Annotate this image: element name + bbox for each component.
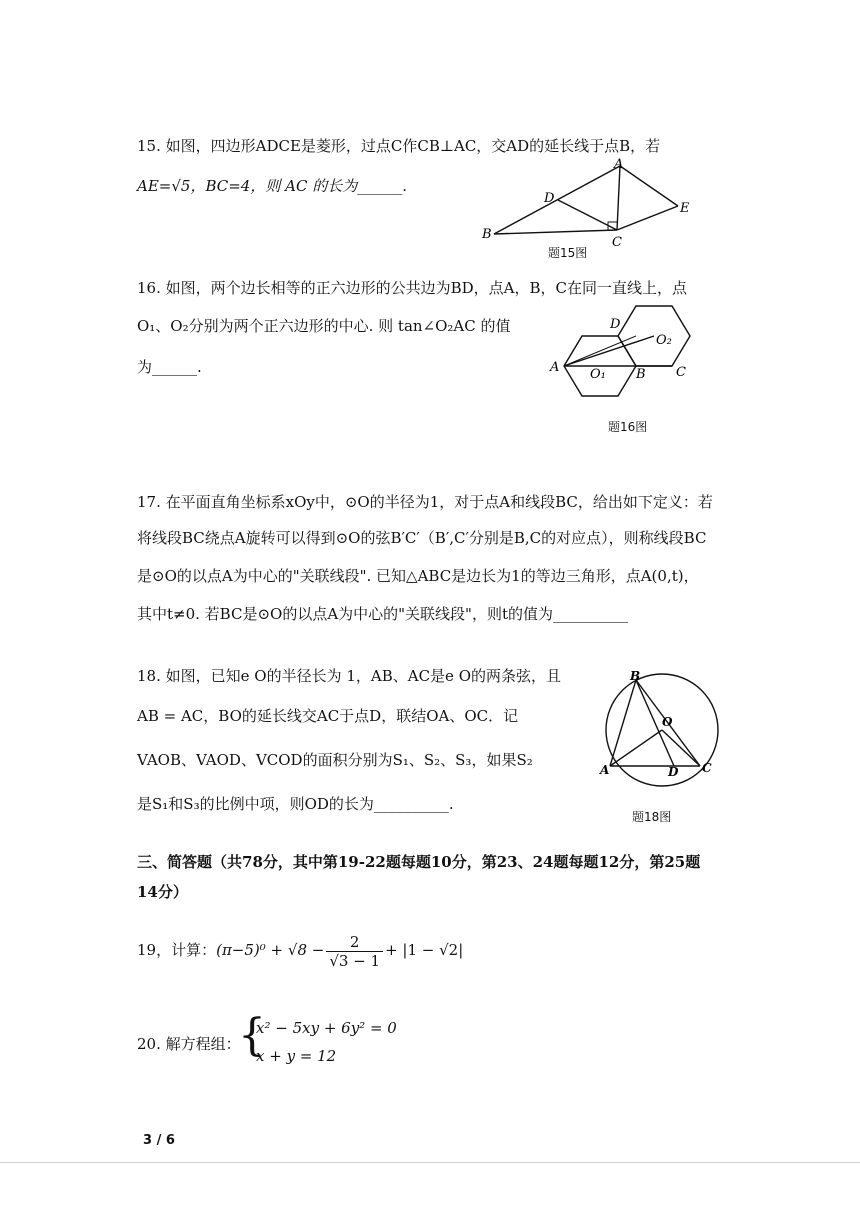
q17-line2: 将线段BC绕点A旋转可以得到⊙O的弦B′C′（B′,C′分别是B,C的对应点），则称线段BC — [137, 529, 707, 547]
q15-figure — [480, 158, 700, 248]
line-BC — [494, 230, 617, 234]
q15-line1: 15. 如图，四边形ADCE是菱形，过点C作CB⊥AC，交AD的延长线于点B，若 — [137, 137, 661, 155]
label-A: A — [600, 763, 610, 777]
line-OA — [610, 730, 662, 766]
q19-part2: + |1 − √2| — [385, 941, 464, 959]
q20-prefix: 20. 解方程组： — [137, 1035, 241, 1053]
line-BA — [494, 166, 620, 234]
line-AE — [620, 166, 678, 206]
label-B: B — [630, 669, 641, 683]
q18-line2: AB = AC，BO的延长线交AC于点D，联结OA、OC．记 — [137, 707, 519, 725]
q15-caption: 题15图 — [548, 246, 588, 260]
q17-line1: 17. 在平面直角坐标系xOy中，⊙O的半径为1，对于点A和线段BC，给出如下定义：若 — [137, 493, 713, 511]
label-C: C — [702, 761, 712, 775]
section3-heading-line1: 三、简答题（共78分，其中第19-22题每题10分，第23、24题每题12分，第25题 — [137, 853, 701, 871]
q19-prefix: 19，计算： — [137, 941, 217, 959]
q19-fraction — [326, 933, 383, 970]
q16-figure — [544, 296, 704, 406]
q15-line2: AE=√5，BC=4，则 AC 的长为______. — [137, 177, 407, 195]
q16-line2: O₁、O₂分别为两个正六边形的中心. 则 tan∠O₂AC 的值 — [137, 317, 511, 335]
q18-figure — [596, 668, 730, 788]
label-D: D — [668, 765, 679, 779]
label-B: B — [482, 227, 492, 242]
line-EC — [617, 206, 678, 230]
q16-line3: 为______. — [137, 358, 202, 376]
label-O2: O₂ — [656, 333, 672, 348]
label-C: C — [676, 365, 686, 380]
q18-line3: VAOB、VAOD、VCOD的面积分别为S₁、S₂、S₃，如果S₂ — [137, 751, 533, 769]
label-O1: O₁ — [590, 367, 606, 382]
label-O: O — [662, 715, 673, 729]
q20-eq2: x + y = 12 — [256, 1047, 337, 1065]
q20-eq1: x² − 5xy + 6y² = 0 — [256, 1019, 397, 1037]
q18-caption: 题18图 — [632, 810, 672, 824]
label-E: E — [680, 201, 690, 216]
q17-line3: 是⊙O的以点A为中心的"关联线段". 已知△ABC是边长为1的等边三角形，点A(0,t)， — [137, 567, 699, 585]
footer-divider — [0, 1162, 860, 1163]
label-B: B — [636, 367, 646, 382]
line-OC — [662, 730, 700, 766]
section3-heading-line2: 14分） — [137, 883, 188, 901]
label-A: A — [550, 360, 560, 375]
label-A: A — [614, 158, 624, 172]
label-C: C — [612, 235, 622, 248]
q18-line4: 是S₁和S₃的比例中项，则OD的长为__________. — [137, 795, 454, 813]
line-AB — [610, 680, 636, 766]
line-AD — [564, 336, 636, 366]
q19 — [137, 930, 463, 970]
page-number: 3 / 6 — [143, 1133, 175, 1148]
label-D: D — [610, 317, 621, 332]
line-AO2 — [564, 336, 654, 366]
q17-line4: 其中t≠0. 若BC是⊙O的以点A为中心的"关联线段"，则t的值为__________ — [137, 605, 628, 623]
label-D: D — [544, 191, 555, 206]
q19-part1: (π−5)⁰ + √8 − — [216, 941, 325, 959]
q19-numerator: 2 — [326, 933, 383, 952]
q16-line1: 16. 如图，两个边长相等的正六边形的公共边为BD，点A，B，C在同一直线上，点 — [137, 279, 688, 297]
q18-line1: 18. 如图，已知e O的半径长为 1，AB、AC是e O的两条弦，且 — [137, 667, 561, 685]
q20-brace: { — [238, 1010, 266, 1061]
q16-caption: 题16图 — [608, 420, 648, 434]
q19-denominator: √3 − 1 — [329, 951, 381, 970]
line-AC — [617, 166, 620, 230]
